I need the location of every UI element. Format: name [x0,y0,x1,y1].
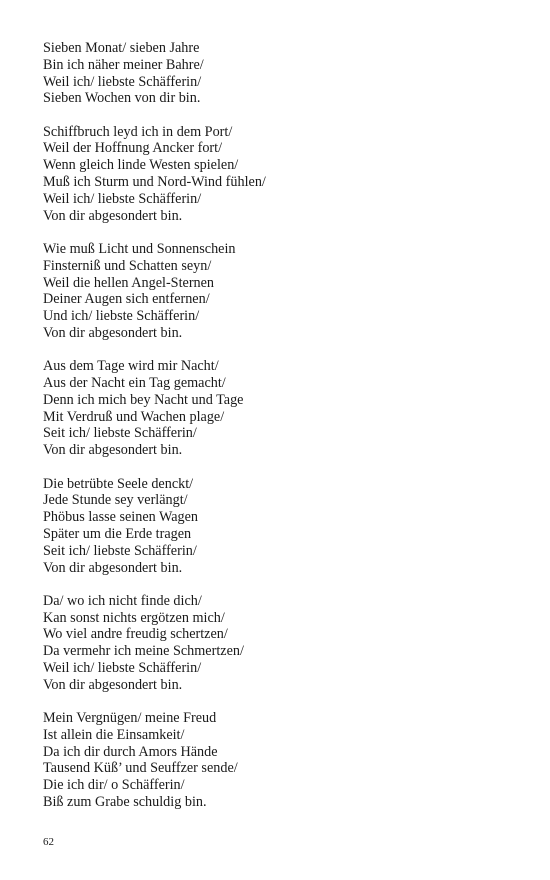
poem-line: Finsterniß und Schatten seyn/ [43,257,212,274]
poem-line: Biß zum Grabe schuldig bin. [43,794,207,811]
poem-line: Von dir abgesondert bin. [43,676,183,693]
poem-line: Denn ich mich bey Nacht und Tage [43,391,244,408]
poem-line: Schiffbruch leyd ich in dem Port/ [43,123,233,140]
poem-line: Seit ich/ liebste Schäfferin/ [43,425,197,442]
poem-line: Wenn gleich linde Westen spielen/ [43,157,239,174]
poem-line: Weil die hellen Angel-Sternen [43,274,215,291]
stanza-6 [43,593,513,694]
poem-line: Weil der Hoffnung Ancker fort/ [43,140,223,157]
poem-line: Und ich/ liebste Schäfferin/ [43,308,200,325]
poem-line: Phöbus lasse seinen Wagen [43,509,199,526]
poem-line: Kan sonst nichts ergötzen mich/ [43,609,225,626]
poem-line: Von dir abgesondert bin. [43,207,183,224]
poem-line: Mit Verdruß und Wachen plage/ [43,408,225,425]
stanza-5 [43,476,513,577]
poem-line: Von dir abgesondert bin. [43,442,183,459]
poem-line: Mein Vergnügen/ meine Freud [43,710,217,727]
poem-line: Aus der Nacht ein Tag gemacht/ [43,375,226,392]
poem-line: Deiner Augen sich entfernen/ [43,291,210,308]
page-number: 62 [43,836,54,848]
poem-line: Aus dem Tage wird mir Nacht/ [43,358,219,375]
poem-line: Da vermehr ich meine Schmertzen/ [43,643,244,660]
stanza-3 [43,241,513,342]
poem-line: Sieben Wochen von dir bin. [43,90,201,107]
stanza-7 [43,710,513,811]
poem-line: Da/ wo ich nicht finde dich/ [43,592,202,609]
poem-line: Wo viel andre freudig schertzen/ [43,626,228,643]
poem-line: Weil ich/ liebste Schäfferin/ [43,190,202,207]
poem-line: Sieben Monat/ sieben Jahre [43,40,200,56]
stanza-2 [43,124,513,225]
poem-line: Muß ich Sturm und Nord-Wind fühlen/ [43,174,266,191]
poem-line: Von dir abgesondert bin. [43,324,183,341]
stanza-1 [43,40,513,107]
poem-body [43,40,513,827]
poem-line: Da ich dir durch Amors Hände [43,743,218,760]
stanza-4 [43,358,513,459]
poem-line: Weil ich/ liebste Schäfferin/ [43,660,202,676]
poem-line: Später um die Erde tragen [43,525,192,542]
poem-line: Jede Stunde sey verlängt/ [43,492,188,509]
poem-line: Seit ich/ liebste Schäfferin/ [43,542,197,559]
poem-line: Die betrübte Seele denckt/ [43,475,194,492]
poem-line: Tausend Küß’ und Seuffzer sende/ [43,760,238,777]
poem-line: Ist allein die Einsamkeit/ [43,726,185,743]
poem-line: Wie muß Licht und Sonnenschein [43,240,236,257]
poem-line: Die ich dir/ o Schäfferin/ [43,777,185,794]
poem-line: Von dir abgesondert bin. [43,559,183,576]
poem-line: Bin ich näher meiner Bahre/ [43,56,204,73]
poem-line: Weil ich/ liebste Schäfferin/ [43,73,202,90]
